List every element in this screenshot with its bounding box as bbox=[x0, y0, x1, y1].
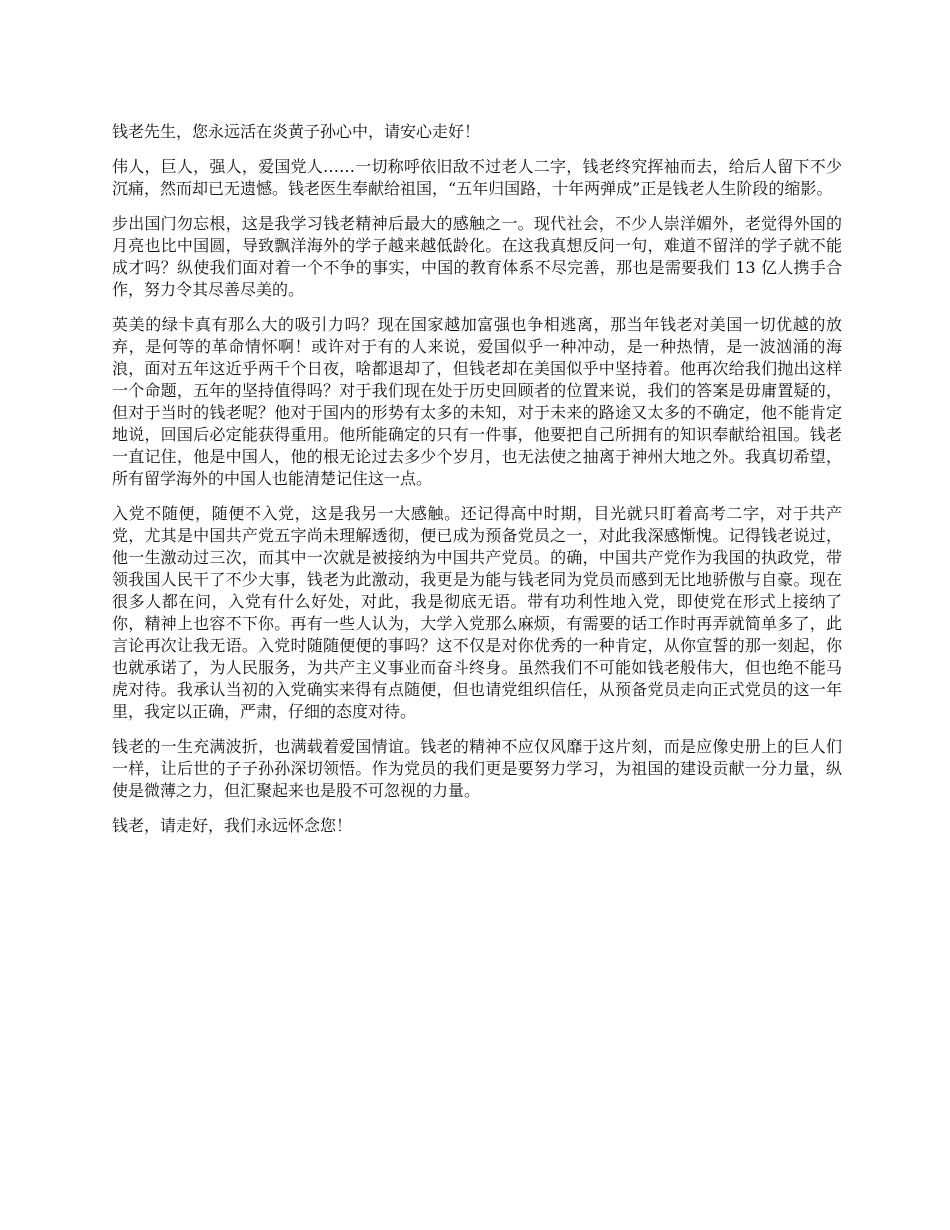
paragraph-root: 步出国门勿忘根，这是我学习钱老精神后最大的感触之一。现代社会，不少人崇洋媚外，老觉得外国的月亮也比中国圆，导致飘洋海外的学子越来越低龄化。在这我真想反问一句，难道不留洋的学子就不能成才吗？纵使我们面对着一个不争的事实，中国的教育体系不尽完善，那也是需要我们 13 亿人携手合作，努力令其尽善尽美的。 bbox=[112, 214, 842, 299]
paragraph-closing: 钱老，请走好，我们永远怀念您！ bbox=[112, 816, 353, 835]
paragraph-legacy: 钱老的一生充满波折，也满载着爱国情谊。钱老的精神不应仅风靡于这片刻，而是应像史册上的巨人们一样，让后世的子子孙孙深切领悟。作为党员的我们更是要努力学习，为祖国的建设贡献一分力量，纵使是微薄之力，但汇聚起来也是股不可忽视的力量。 bbox=[112, 737, 842, 800]
paragraph-farewell: 钱老先生，您永远活在炎黄子孙心中，请安心走好！ bbox=[112, 122, 481, 141]
paragraph-party: 入党不随便，随便不入党，这是我另一大感触。还记得高中时期，目光就只盯着高考二字，对于共产党，尤其是中国共产党五字尚未理解透彻，便已成为预备党员之一，对此我深感惭愧。记得钱老说过，他一生激动过三次，而其中一次就是被接纳为中国共产党员。的确，中国共产党作为我国的执政党，带领我国人民干了不少大事，钱老为此激动，我更是为能与钱老同为党员而感到无比地骄傲与自豪。现在很多人都在问，入党有什么好处，对此，我是彻底无语。带有功利性地入党，即使党在形式上接纳了你，精神上也容不下你。再有一些人认为，大学入党那么麻烦，有需要的话工作时再弄就简单多了，此言论再次让我无语。入党时随随便便的事吗？这不仅是对你优秀的一种肯定，从你宣誓的那一刻起，你也就承诺了，为人民服务，为共产主义事业而奋斗终身。虽然我们不可能如钱老般伟大，但也绝不能马虎对待。我承认当初的入党确实来得有点随便，但也请党组织信任，从预备党员走向正式党员的这一年里，我定以正确，严肃，仔细的态度对待。 bbox=[112, 504, 842, 721]
paragraph-greencard: 英美的绿卡真有那么大的吸引力吗？现在国家越加富强也争相逃离，那当年钱老对美国一切优越的放弃，是何等的革命情怀啊！或许对于有的人来说，爱国似乎一种冲动，是一种热情，是一波汹涌的海浪，面对五年这近乎两千个日夜，啥都退却了，但钱老却在美国似乎中坚持着。他再次给我们抛出这样一个命题，五年的坚持值得吗？对于我们现在处于历史回顾者的位置来说，我们的答案是毋庸置疑的，但对于当时的钱老呢？他对于国内的形势有太多的未知，对于未来的路途又太多的不确定，他不能肯定地说，回国后必定能获得重用。他所能确定的只有一件事，他要把自己所拥有的知识奉献给祖国。钱老一直记住，他是中国人，他的根无论过去多少个岁月，也无法使之抽离于神州大地之外。我真切希望，所有留学海外的中国人也能清楚记住这一点。 bbox=[112, 315, 842, 488]
document-body bbox=[112, 121, 842, 850]
paragraph-tribute: 伟人，巨人，强人，爱国党人……一切称呼依旧敌不过老人二字，钱老终究挥袖而去，给后人留下不少沉痛，然而却已无遗憾。钱老医生奉献给祖国，“五年归国路，十年两弹成”正是钱老人生阶段的缩影。 bbox=[112, 157, 842, 198]
